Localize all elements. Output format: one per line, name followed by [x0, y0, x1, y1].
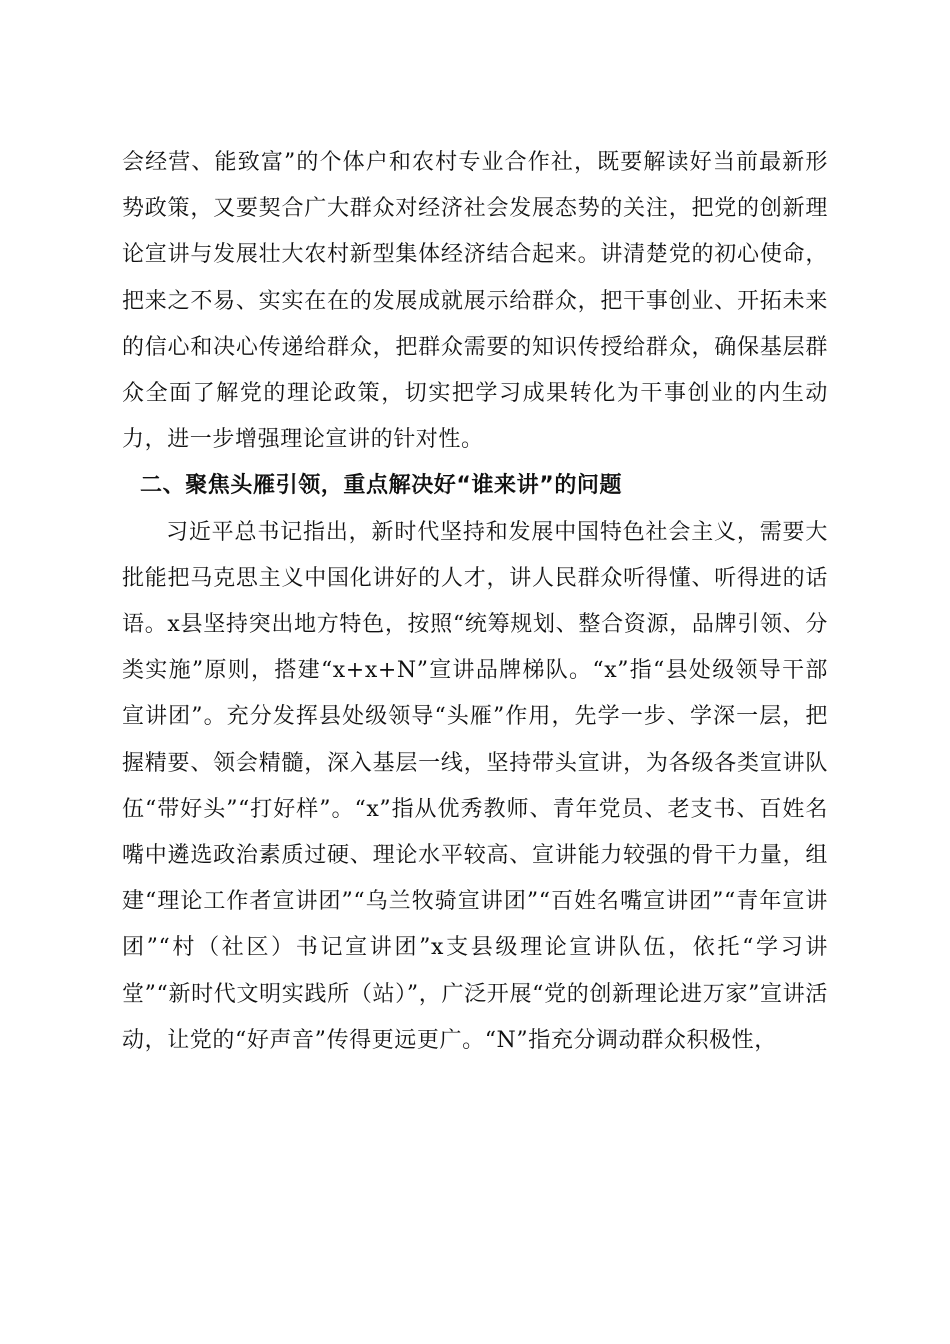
paragraph-body: 习近平总书记指出，新时代坚持和发展中国特色社会主义，需要大批能把马克思主义中国化讲好的人才，讲人民群众听得懂、听得进的话语。x县坚持突出地方特色，按照“统筹规划、整合资源，品牌引领、分类实施”原则，搭建“x+x+N”宣讲品牌梯队。“x”指“县处级领导干部宣讲团”。充分发挥县处级领导“头雁”作用，先学一步、学深一层，把握精要、领会精髓，深入基层一线，坚持带头宣讲，为各级各类宣讲队伍“带好头”“打好样”。“x”指从优秀教师、青年党员、老支书、百姓名嘴中遴选政治素质过硬、理论水平较高、宣讲能力较强的骨干力量，组建“理论工作者宣讲团”“乌兰牧骑宣讲团”“百姓名嘴宣讲团”“青年宣讲团”“村（社区）书记宣讲团”x支县级理论宣讲队伍，依托“学习讲堂”“新时代文明实践所（站）”，广泛开展“党的创新理论进万家”宣讲活动，让党的“好声音”传得更远更广。“N”指充分调动群众积极性，	[122, 519, 828, 1053]
paragraph-continued: 会经营、能致富”的个体户和农村专业合作社，既要解读好当前最新形势政策，又要契合广大群众对经济社会发展态势的关注，把党的创新理论宣讲与发展壮大农村新型集体经济结合起来。讲清楚党的初心使命，把来之不易、实实在在的发展成就展示给群众，把干事创业、开拓未来的信心和决心传递给群众，把群众需要的知识传授给群众，确保基层群众全面了解党的理论政策，切实把学习成果转化为干事创业的内生动力，进一步增强理论宣讲的针对性。	[122, 150, 828, 453]
document-body	[122, 140, 828, 1064]
section-heading: 二、聚焦头雁引领，重点解决好“谁来讲”的问题	[140, 473, 623, 499]
